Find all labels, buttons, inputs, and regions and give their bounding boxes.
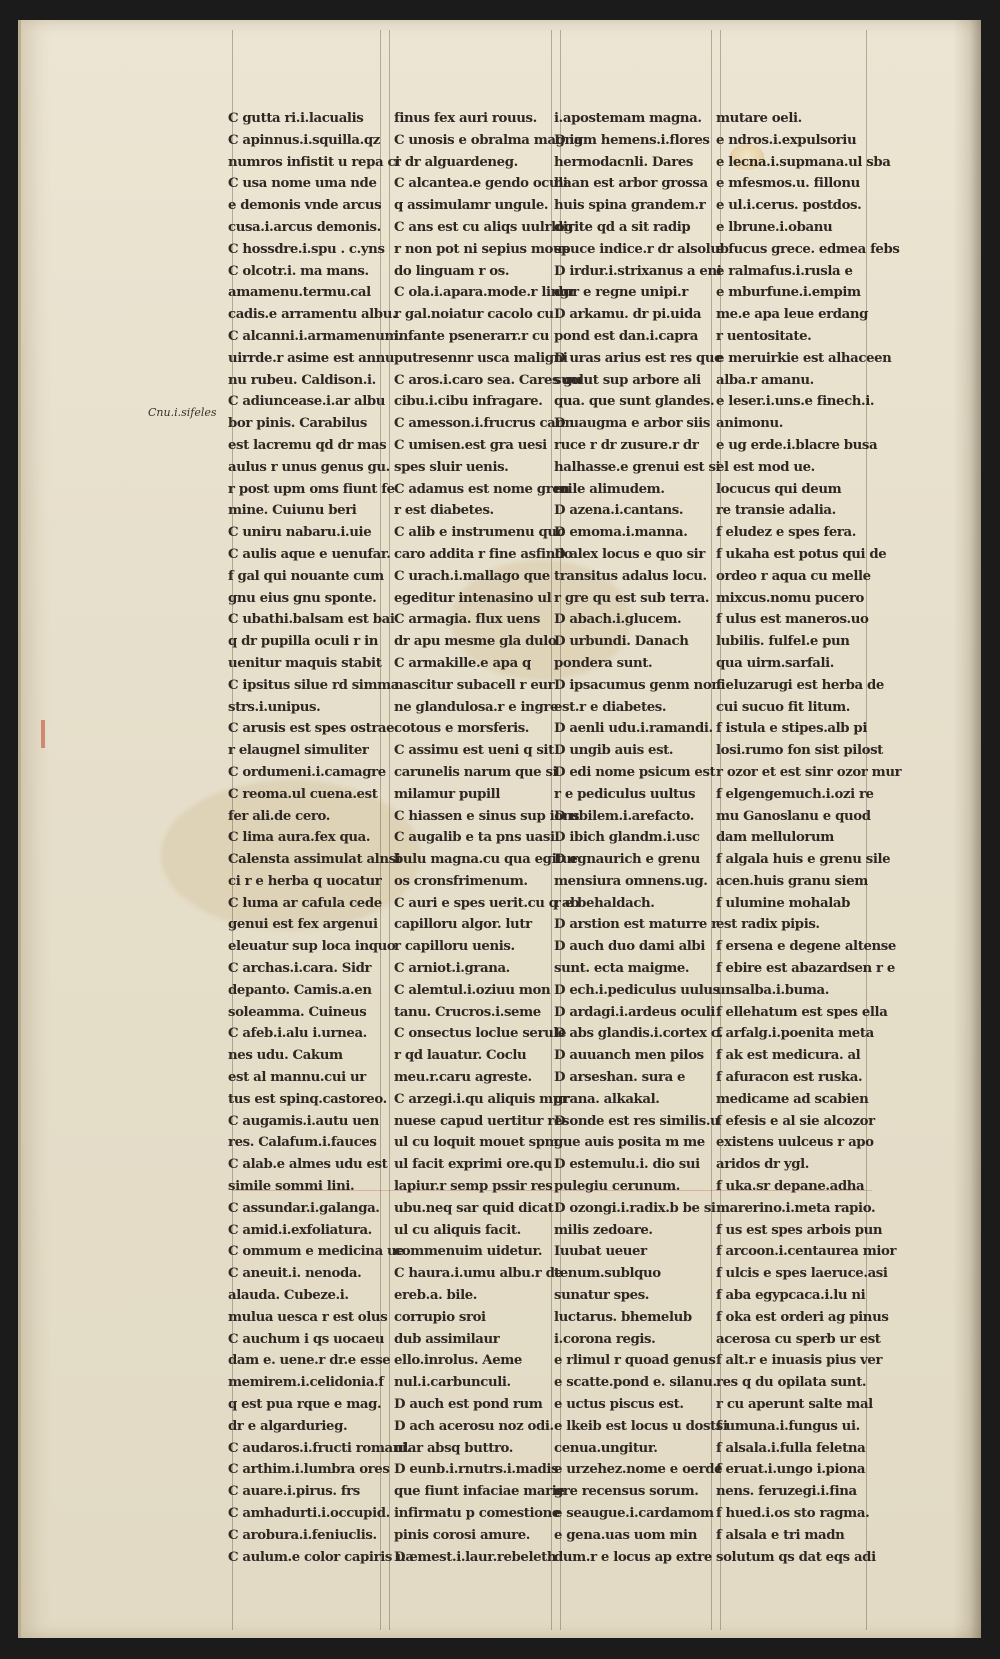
text-line: f ukaha est potus qui de [716, 546, 887, 562]
text-line: D aenli udu.i.ramandi. [554, 721, 713, 737]
text-line: f uka.sr depane.adha [716, 1179, 865, 1195]
text-line: ul cu loquit mouet spm [394, 1135, 559, 1151]
text-line: e rlimul r quoad genus [554, 1353, 716, 1369]
text-line: D onde est res similis.u [554, 1113, 720, 1129]
text-line: C arniot.i.grana. [394, 961, 510, 977]
text-line: r qd lauatur. Coclu [394, 1048, 527, 1064]
text-line: D ech.i.pediculus uulus [554, 982, 720, 998]
text-line: Calensta assimulat alnsi [228, 852, 401, 868]
text-line: e ul.i.cerus. postdos. [716, 198, 862, 214]
text-line: ereb.a. bile. [394, 1288, 478, 1304]
text-line: dr e algardurieg. [228, 1418, 348, 1434]
ruling-line [389, 30, 390, 1630]
text-line: e leser.i.uns.e finech.i. [716, 394, 875, 410]
text-line: qua. que sunt glandes. [554, 394, 715, 410]
text-line: caro addita r fine asfindo [394, 546, 573, 562]
text-line: uirrde.r asime est annu [228, 350, 395, 366]
text-line: D uaugma e arbor siis [554, 416, 710, 432]
text-line: C haura.i.umu albu.r de [394, 1266, 563, 1282]
text-line: gre recensus sorum. [554, 1484, 699, 1500]
text-line: C reoma.ul cuena.est [228, 786, 378, 802]
text-line: nes udu. Cakum [228, 1048, 343, 1064]
text-line: C augalib e ta pns uasi [394, 830, 555, 846]
text-line: e demonis vnde arcus [228, 198, 382, 214]
text-line: putresennr usca maligni [394, 350, 568, 366]
text-line: e mfesmos.u. fillonu [716, 176, 860, 192]
text-line: ruce r dr zusure.r dr [554, 437, 699, 453]
text-line: cibu.i.cibu infragare. [394, 394, 543, 410]
text-line: capilloru algor. lutr [394, 917, 532, 933]
text-column-3 [554, 108, 729, 1568]
text-line: q assimulamr ungule. [394, 198, 549, 214]
text-line: C uniru nabaru.i.uie [228, 525, 372, 541]
text-line: Iuubat ueuer [554, 1244, 647, 1260]
text-line: C lima aura.fex qua. [228, 830, 371, 846]
text-line: cusa.i.arcus demonis. [228, 219, 381, 235]
text-line: D auch duo dami albi [554, 939, 705, 955]
text-line: D arstion est maturre r [554, 917, 718, 933]
ruling-line [380, 30, 381, 1630]
text-line: qua uirm.sarfali. [716, 655, 835, 671]
text-line: est radix pipis. [716, 917, 820, 933]
page-edge-shadow [953, 20, 981, 1638]
text-line: r cu aperunt salte mal [716, 1397, 873, 1413]
text-line: milis zedoare. [554, 1222, 653, 1238]
text-line: C hossdre.i.spu . c.yns [228, 241, 385, 257]
text-line: dum.r e locus ap extre [554, 1549, 712, 1565]
text-line: f aba egypcaca.i.lu ni [716, 1288, 866, 1304]
text-line: cenua.ungitur. [554, 1440, 658, 1456]
text-line: C alib e instrumenu quo [394, 525, 566, 541]
text-line: C amhadurti.i.occupid. [228, 1506, 390, 1521]
text-line: D ach acerosu noz odi. [394, 1418, 554, 1434]
text-line: C ommum e medicina ue [228, 1244, 405, 1260]
text-line: res. Calafum.i.fauces [228, 1135, 377, 1151]
text-line: e lbrune.i.obanu [716, 219, 833, 235]
text-line: D igm hemens.i.flores [554, 132, 710, 148]
text-line: tus est spinq.castoreo. [228, 1091, 387, 1107]
text-line: D egnaurich e grenu [554, 852, 700, 868]
text-line: sunt. ecta maigme. [554, 961, 690, 977]
text-line: ubu.neq sar quid dicat [394, 1200, 554, 1216]
text-line: genui est fex argenui [228, 917, 378, 933]
text-line: f ellehatum est spes ella [716, 1004, 888, 1020]
text-line: D emoma.i.manna. [554, 525, 688, 541]
text-line: ul facit exprimi ore.qu [394, 1157, 552, 1173]
text-line: C ordumeni.i.camagre [228, 764, 386, 780]
text-line: do linguam r os. [394, 263, 510, 279]
text-line: C aneuit.i. nenoda. [228, 1266, 362, 1282]
text-line: hermodacnli. Dares [554, 154, 694, 170]
text-line: D ibich glandm.i.usc [554, 830, 700, 846]
text-line: marerino.i.meta rapio. [716, 1200, 876, 1216]
text-line: simile sommi lini. [228, 1179, 355, 1195]
text-line: f ebire est abazardsen r e [716, 961, 895, 977]
text-line: D urbundi. Danach [554, 634, 689, 650]
text-line: ci r e herba q uocatur [228, 873, 382, 889]
text-line: e fucus grece. edmea febs [716, 241, 900, 257]
text-line: mu Ganoslanu e quod [716, 808, 871, 824]
text-line: D arseshan. sura e [554, 1070, 686, 1086]
text-line: dub assimilaur [394, 1331, 500, 1347]
text-line: D ungib auis est. [554, 743, 674, 759]
text-line: C amid.i.exfoliatura. [228, 1222, 372, 1238]
text-line: mulua uesca r est olus [228, 1309, 388, 1325]
text-line: C unosis e obralma magna [394, 132, 582, 148]
text-line: infante psenerarr.r cu [394, 328, 549, 344]
text-line: soleamma. Cuineus [228, 1004, 367, 1020]
text-line: C usa nome uma nde [228, 176, 377, 192]
text-line: ular absq buttro. [394, 1440, 514, 1456]
text-line: os cronsfrimenum. [394, 873, 528, 889]
text-line: mutare oeli. [716, 111, 802, 126]
text-line: C aulis aque e uenufar. [228, 546, 391, 562]
text-line: r gal.noiatur cacolo cu [394, 307, 554, 323]
text-line: nens. feruzegi.i.fina [716, 1484, 857, 1500]
text-line: egeditur intenasino ul [394, 590, 552, 606]
text-line: D edi nome psicum est [554, 764, 716, 780]
text-line: mile alimudem. [554, 481, 665, 497]
text-line: spuce indice.r dr alsolub [554, 241, 729, 257]
text-line: solutum qs dat eqs adi [716, 1549, 876, 1565]
text-line: f alsala e tri madn [716, 1527, 845, 1543]
text-line: f us est spes arbois pun [716, 1222, 883, 1238]
text-line: D eunb.i.rnutrs.i.madis [394, 1462, 559, 1478]
text-line: r gre qu est sub terra. [554, 590, 710, 606]
text-line: f afuracon est ruska. [716, 1070, 863, 1086]
text-line: strs.i.unipus. [228, 699, 321, 715]
text-line: re transie adalia. [716, 503, 836, 519]
text-line: f algala huis e grenu sile [716, 852, 891, 868]
text-line: nascitur subacell r eur [394, 677, 555, 693]
text-line: C ubathi.balsam est bai [228, 612, 395, 628]
text-line: alauda. Cubeze.i. [228, 1288, 349, 1304]
text-line: r est diabetes. [394, 503, 494, 519]
text-line: locucus qui deum [716, 481, 842, 497]
text-line: C adiuncease.i.ar albu [228, 394, 386, 410]
text-line: cotous e morsferis. [394, 721, 530, 737]
text-line: halhasse.e grenui est si [554, 459, 721, 475]
text-line: cui sucuo fit litum. [716, 699, 851, 715]
text-line: D auch est pond rum [394, 1397, 543, 1413]
text-line: f elgengemuch.i.ozi re [716, 786, 874, 802]
text-line: ne glandulosa.r e ingre [394, 699, 559, 715]
text-line: f alt.r e inuasis pius ver [716, 1353, 883, 1369]
text-line: me.e apa leue erdang [716, 307, 869, 323]
text-line: C auare.i.pirus. frs [228, 1484, 360, 1500]
text-line: animonu. [716, 416, 784, 432]
text-line: D alex locus e quo sir [554, 546, 705, 562]
text-line: C ans est cu aliqs uulrlog [394, 219, 574, 235]
text-line: C amesson.i.frucrus cann [394, 416, 574, 432]
text-line: f efesis e al sie alcozor [716, 1113, 875, 1129]
text-line: C armagia. flux uens [394, 612, 541, 628]
text-line: lubilis. fulfel.e pun [716, 634, 850, 650]
text-line: f ulcis e spes laeruce.asi [716, 1266, 888, 1282]
text-line: f ak est medicura. al [716, 1048, 861, 1064]
text-line: mensiura omnens.ug. [554, 873, 708, 889]
text-line: dam mellulorum [716, 830, 834, 846]
text-line: nuese capud uertitur res [394, 1113, 570, 1129]
text-column-2 [394, 108, 582, 1568]
text-line: C assimu est ueni q sit [394, 743, 554, 759]
text-line: D arkamu. dr pi.uida [554, 307, 702, 323]
text-line: C auri e spes uerit.cu q ab [394, 895, 580, 911]
text-line: C urach.i.mallago que [394, 568, 550, 584]
text-line: i.corona regis. [554, 1331, 656, 1347]
text-line: lapiur.r semp pssir res [394, 1179, 553, 1195]
text-line: C alcanni.i.armamenum. [228, 328, 403, 344]
text-line: q est pua rque e mag. [228, 1397, 382, 1413]
text-line: C gutta ri.i.lacualis [228, 111, 364, 126]
text-line: dr apu mesme gla dulo [394, 634, 557, 650]
text-line: C aulum.e color capiris ua [228, 1549, 414, 1565]
text-line: D auuanch men pilos [554, 1048, 704, 1064]
text-line: nul.i.carbunculi. [394, 1375, 511, 1391]
text-line: uenitur maquis stabit [228, 655, 382, 671]
text-line: luctarus. bhemelub [554, 1309, 692, 1325]
text-line: f umuna.i.fungus ui. [716, 1418, 860, 1434]
text-line: infirmatu p comestione [394, 1506, 560, 1521]
text-line: f arfalg.i.poenita meta [716, 1026, 874, 1042]
text-line: e gena.uas uom min [554, 1527, 697, 1543]
text-line: f ersena e degene altense [716, 939, 896, 955]
text-line: C onsectus loclue serule [394, 1026, 567, 1042]
text-line: milamur pupill [394, 786, 500, 802]
text-line: r dr alguardeneg. [394, 154, 518, 170]
text-line: dam e. uene.r dr.e esse [228, 1353, 391, 1369]
text-line: r post upm oms fiunt fe [228, 481, 395, 497]
text-line: f ulumine mohalab [716, 895, 850, 911]
text-line: C afeb.i.alu i.urnea. [228, 1026, 367, 1042]
text-line: dirite qd a sit radip [554, 219, 691, 235]
text-line: bulu magna.cu qua egitur [394, 852, 578, 868]
rubric-mark [41, 720, 45, 748]
text-line: e seaugue.i.cardamom [554, 1506, 714, 1521]
text-line: carunelis narum que si [394, 764, 558, 780]
text-line: gnu eius gnu sponte. [228, 590, 377, 606]
text-line: spes sluir uenis. [394, 459, 509, 475]
text-line: q dr pupilla oculi r in [228, 634, 379, 650]
text-line: C audaros.i.fructi romani. [228, 1440, 411, 1456]
text-line: depanto. Camis.a.en [228, 982, 372, 998]
text-line: huis spina grandem.r [554, 198, 706, 214]
text-line: fer ali.de cero. [228, 808, 330, 824]
text-line: D estemulu.i. dio sui [554, 1157, 700, 1173]
text-line: e ndros.i.expulsoriu [716, 132, 857, 148]
text-line: f hued.i.os sto ragma. [716, 1506, 870, 1521]
text-line: C luma ar cafula cede [228, 895, 382, 911]
text-line: i.apostemam magna. [554, 111, 702, 126]
text-line: f eludez e spes fera. [716, 525, 856, 541]
text-line: e mburfune.i.empim [716, 285, 861, 301]
text-line: finus fex auri rouus. [394, 111, 537, 126]
text-line: est.r e diabetes. [554, 699, 667, 715]
text-line: pondera sunt. [554, 655, 653, 671]
text-line: C auchum i qs uocaeu [228, 1331, 385, 1347]
text-line: D irdur.i.strixanus a eni [554, 263, 722, 279]
text-line: transitus adalus locu. [554, 568, 707, 584]
text-line: mine. Cuiunu beri [228, 503, 357, 519]
text-line: acen.huis granu siem [716, 873, 868, 889]
text-line: f alsala.i.fulla feletna [716, 1440, 866, 1456]
text-line: C archas.i.cara. Sidr [228, 961, 372, 977]
text-line: corrupio sroi [394, 1309, 486, 1325]
text-line: haan est arbor grossa [554, 176, 708, 192]
text-line: numros infistit u repa ci [228, 154, 400, 170]
text-line: el est mod ue. [716, 459, 815, 475]
text-line: f ulus est maneros.uo [716, 612, 869, 628]
text-column-4 [716, 108, 902, 1568]
text-line: e meruirkie est alhaceen [716, 350, 892, 366]
text-line: C arusis est spes ostrae. [228, 721, 399, 737]
text-line: que fiunt infaciae marie [394, 1484, 565, 1500]
text-line: pulegiu cerunum. [554, 1179, 680, 1195]
text-line: f istula e stipes.alb pi [716, 721, 867, 737]
text-line: D abach.i.glucem. [554, 612, 682, 628]
ruling-line [866, 30, 867, 1630]
text-line: aulus r unus genus gu. [228, 459, 390, 475]
text-line: memirem.i.celidonia.f [228, 1375, 384, 1391]
text-line: tanu. Crucros.i.seme [394, 1004, 541, 1020]
text-line: D emest.i.laur.rebeleth [394, 1549, 557, 1565]
text-line: f gal qui nouante cum [228, 568, 384, 584]
text-line: C ola.i.apara.mode.r lingr [394, 285, 576, 301]
text-line: gue auis posita m me [554, 1135, 705, 1151]
text-line: ello.inrolus. Aeme [394, 1353, 522, 1369]
text-line: C aros.i.caro sea. Cares gu [394, 372, 582, 388]
text-line: alba.r amanu. [716, 372, 814, 388]
text-line: suolut sup arbore ali [554, 372, 701, 388]
text-line: ordeo r aqua cu melle [716, 568, 871, 584]
text-line: e scatte.pond e. silanu. [554, 1375, 717, 1391]
text-line: sunatur spes. [554, 1288, 650, 1304]
text-line: r elaugnel simuliter [228, 743, 369, 759]
text-line: nu rubeu. Caldison.i. [228, 372, 376, 388]
text-line: C olcotr.i. ma mans. [228, 263, 369, 279]
text-line: f arcoon.i.centaurea mior [716, 1244, 897, 1260]
text-line: bor pinis. Carabilus [228, 416, 367, 432]
text-line: r e pediculus uultus [554, 786, 696, 802]
text-line: acerosa cu sperb ur est [716, 1331, 881, 1347]
text-line: C umisen.est gra uesi [394, 437, 547, 453]
text-line: res q du opilata sunt. [716, 1375, 867, 1391]
text-line: C arthim.i.lumbra ores [228, 1462, 390, 1478]
text-line: r e behaldach. [554, 895, 655, 911]
text-line: commenuim uidetur. [394, 1244, 543, 1260]
text-line: e lecna.i.supmana.ul sba [716, 154, 891, 170]
text-line: losi.rumo fon sist pilost [716, 743, 883, 759]
text-line: amamenu.termu.cal [228, 285, 371, 301]
text-line: f eruat.i.ungo i.piona [716, 1462, 866, 1478]
text-line: r capilloru uenis. [394, 939, 515, 955]
text-line: est al mannu.cui ur [228, 1070, 366, 1086]
text-line: mixcus.nomu pucero [716, 590, 865, 606]
text-line: D ubilem.i.arefacto. [554, 808, 694, 824]
text-line: C armakille.e apa q [394, 655, 531, 671]
text-line: dur e regne unipi.r [554, 285, 688, 301]
margin-annotation: Cnu.i.sifeles [148, 406, 217, 419]
text-line: e ralmafus.i.rusla e [716, 263, 853, 279]
text-line: aridos dr ygl. [716, 1157, 809, 1173]
text-line: existens uulceus r apo [716, 1135, 874, 1151]
text-line: D ardagi.i.ardeus oculi [554, 1004, 716, 1020]
text-line: meu.r.caru agreste. [394, 1070, 532, 1086]
text-line: tenum.sublquo [554, 1266, 661, 1282]
text-line: f oka est orderi ag pinus [716, 1309, 889, 1325]
text-line: cadis.e arramentu albu. [228, 307, 397, 323]
text-line: e ug erde.i.blacre busa [716, 437, 878, 453]
text-line: eleuatur sup loca inquo [228, 939, 396, 955]
text-line: grana. alkakal. [554, 1091, 660, 1107]
text-line: r non pot ni sepius moue [394, 241, 571, 257]
text-line: C ipsitus silue rd simma [228, 677, 399, 693]
text-line: unsalba.i.buma. [716, 982, 829, 998]
text-line: ul cu aliquis facit. [394, 1222, 521, 1238]
text-line: D azena.i.cantans. [554, 503, 684, 519]
text-line: C hiassen e sinus sup ions [394, 808, 580, 824]
text-line: r uentositate. [716, 328, 812, 344]
text-line: C alab.e almes udu est [228, 1157, 388, 1173]
text-line: pond est dan.i.capra [554, 328, 698, 344]
text-line: pinis corosi amure. [394, 1527, 531, 1543]
text-line: C assundar.i.galanga. [228, 1200, 380, 1216]
text-column-1 [228, 108, 414, 1568]
text-line: f eluzarugi est herba de [716, 677, 884, 693]
text-line: D abs glandis.i.cortex c. [554, 1026, 723, 1042]
text-line: C adamus est nome gren [394, 481, 570, 497]
text-line: e urzehez.nome e oerde [554, 1462, 723, 1478]
text-line: medicame ad scabien [716, 1091, 869, 1107]
text-line: D ozongi.i.radix.b be si [554, 1200, 716, 1216]
text-line: D ipsacumus genm noni [554, 677, 726, 693]
text-line: C arzegi.i.qu aliquis mpr [394, 1091, 569, 1107]
text-line: C augamis.i.autu uen [228, 1113, 379, 1129]
text-line: C apinnus.i.squilla.qz [228, 132, 380, 148]
text-line: e uctus piscus est. [554, 1397, 684, 1413]
text-line: est lacremu qd dr mas [228, 437, 387, 453]
text-line: D uras arius est res que [554, 350, 723, 366]
text-line: C arobura.i.feniuclis. [228, 1527, 377, 1543]
text-line: e lkeib est locus u dostsi [554, 1418, 728, 1434]
text-line: C alemtul.i.oziuu mon [394, 982, 551, 998]
text-line: C alcantea.e gendo oculi [394, 176, 568, 192]
text-line: r ozor et est sinr ozor mur [716, 764, 902, 780]
